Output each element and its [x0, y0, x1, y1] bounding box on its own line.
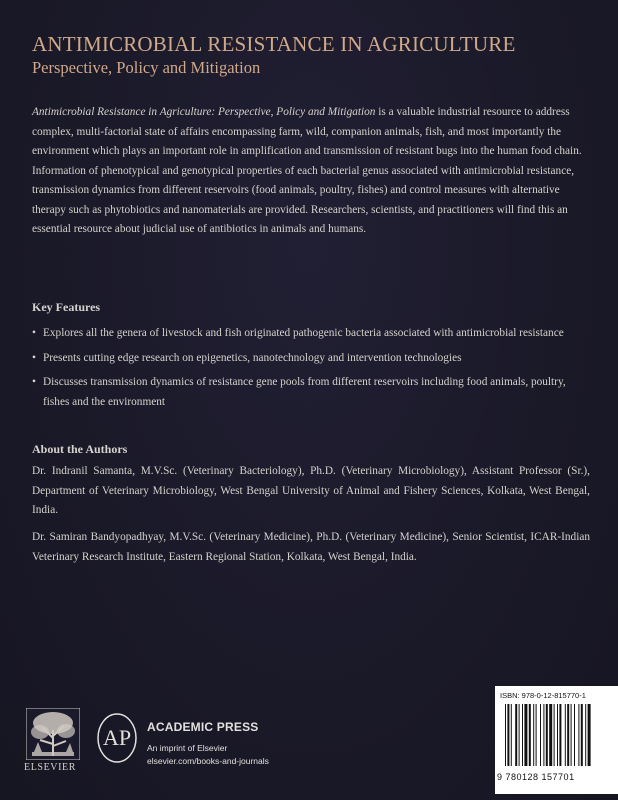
elsevier-tree-logo-icon: [26, 708, 80, 760]
description-text: is a valuable industrial resource to address complex, multi-factorial state of affairs encompassing farm, wild, companion animals, fish, and most importantly the environment which plays an important role in amplification and transmission of resistant bugs into the human food chain. Information of phenotypical and genotypical properties of each bacterial genus associated with antimicrobial resistance, transmission dynamics from different reservoirs (food animals, poultry, fishes) and control measures with alternative therapy such as phytobiotics and nanomaterials are provided. Researchers, scientists, and practitioners will find this an essential resource about judicial use of antibiotics in animals and humans.: [32, 106, 582, 235]
barcode-icon: [503, 704, 613, 768]
isbn-number: ISBN: 978-0-12-815770-1: [500, 691, 586, 700]
list-item: [32, 349, 592, 369]
elsevier-wordmark: ELSEVIER: [24, 762, 77, 773]
list-item: [32, 373, 592, 412]
publisher-url: elsevier.com/books-and-journals: [147, 756, 269, 766]
barcode-digits: 9 780128 157701: [497, 772, 575, 782]
key-features-heading: Key Features: [32, 300, 101, 314]
feature-text: Discusses transmission dynamics of resistance gene pools from different reservoirs including food animals, poultry, fishes and the environment: [43, 376, 566, 408]
publisher-imprint: An imprint of Elsevier: [147, 743, 228, 753]
ap-monogram: AP: [102, 725, 132, 750]
bullet-icon: •: [32, 376, 36, 388]
description-lead: Antimicrobial Resistance in Agriculture: Perspective, Policy and Mitigation: [32, 106, 376, 118]
author-bio: Dr. Indranil Samanta, M.V.Sc. (Veterinary Bacteriology), Ph.D. (Veterinary Microbiology), Assistant Professor (Sr.), Department of Veterinary Microbiology, West Bengal University of Animal and Fishery Sciences, Kolkata, West Bengal, India.: [32, 465, 590, 516]
bullet-icon: •: [32, 327, 36, 339]
publisher-name: ACADEMIC PRESS: [147, 720, 259, 734]
academic-press-logo-icon: [96, 712, 138, 764]
book-title: ANTIMICROBIAL RESISTANCE IN AGRICULTURE: [32, 32, 516, 56]
feature-text: Explores all the genera of livestock and fish originated pathogenic bacteria associated with antimicrobial resistance: [43, 327, 564, 339]
isbn-barcode-box: [495, 686, 618, 794]
bullet-icon: •: [32, 351, 36, 364]
author-bio: Dr. Samiran Bandyopadhyay, M.V.Sc. (Veterinary Medicine), Ph.D. (Veterinary Medicine), Senior Scientist, ICAR-Indian Veterinary Research Institute, Eastern Regional Station, Kolkata, West Bengal, India.: [32, 531, 590, 563]
book-subtitle: Perspective, Policy and Mitigation: [32, 58, 261, 77]
feature-text: Presents cutting edge research on epigenetics, nanotechnology and intervention technologies: [43, 351, 462, 364]
list-item: [32, 324, 592, 344]
about-authors-heading: About the Authors: [32, 442, 128, 456]
key-features-list: [32, 324, 592, 417]
book-description: [32, 103, 590, 240]
